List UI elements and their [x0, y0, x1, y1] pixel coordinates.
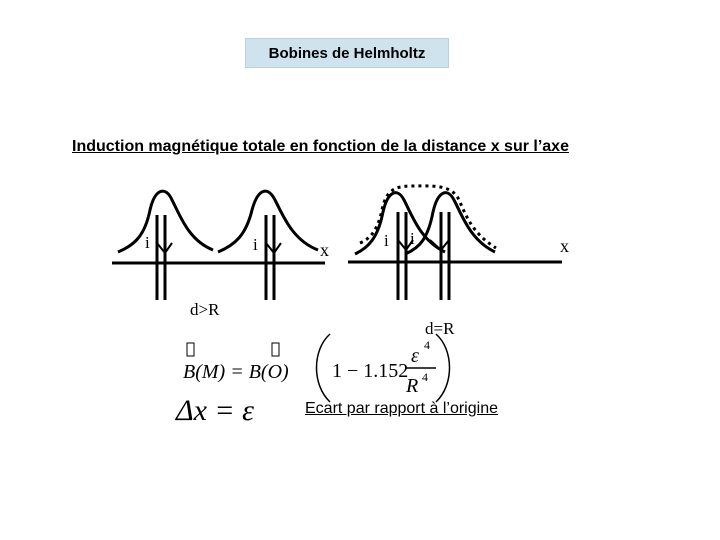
- diagram-subtitle: Induction magnétique totale en fonction de la distance x sur l’axe: [72, 138, 569, 155]
- formula-numerator: ε: [411, 345, 419, 367]
- axis-label-right: x: [560, 236, 569, 256]
- formula-denominator: R: [406, 375, 419, 397]
- field-curve-left-2: [218, 191, 318, 252]
- spacing-label-left: d>R: [190, 300, 220, 319]
- axis-label-left: x: [320, 240, 329, 260]
- formula-lhs: B(M) = B(O): [183, 361, 289, 383]
- current-label-right-2: i: [410, 229, 415, 248]
- diagram-left: [112, 191, 329, 319]
- formula-numerator-exp: 4: [424, 338, 430, 352]
- current-label-right-1: i: [384, 231, 389, 250]
- origin-deviation-note: Ecart par rapport à l’origine: [305, 400, 498, 417]
- placeholder-box-1: [187, 343, 194, 356]
- left-paren: [317, 334, 331, 402]
- placeholder-box-2: [272, 343, 279, 356]
- diagram-right: [348, 186, 569, 338]
- right-paren: [436, 334, 450, 402]
- current-label-left-1: i: [145, 233, 150, 252]
- current-label-left-2: i: [253, 235, 258, 254]
- spacing-label-right: d=R: [425, 319, 455, 338]
- formula-denominator-exp: 4: [422, 370, 428, 384]
- formula-delta-x: Δx = ε: [176, 394, 254, 427]
- formula-paren-expr: 1 − 1.152: [332, 360, 409, 382]
- page-title: Bobines de Helmholtz: [245, 38, 449, 68]
